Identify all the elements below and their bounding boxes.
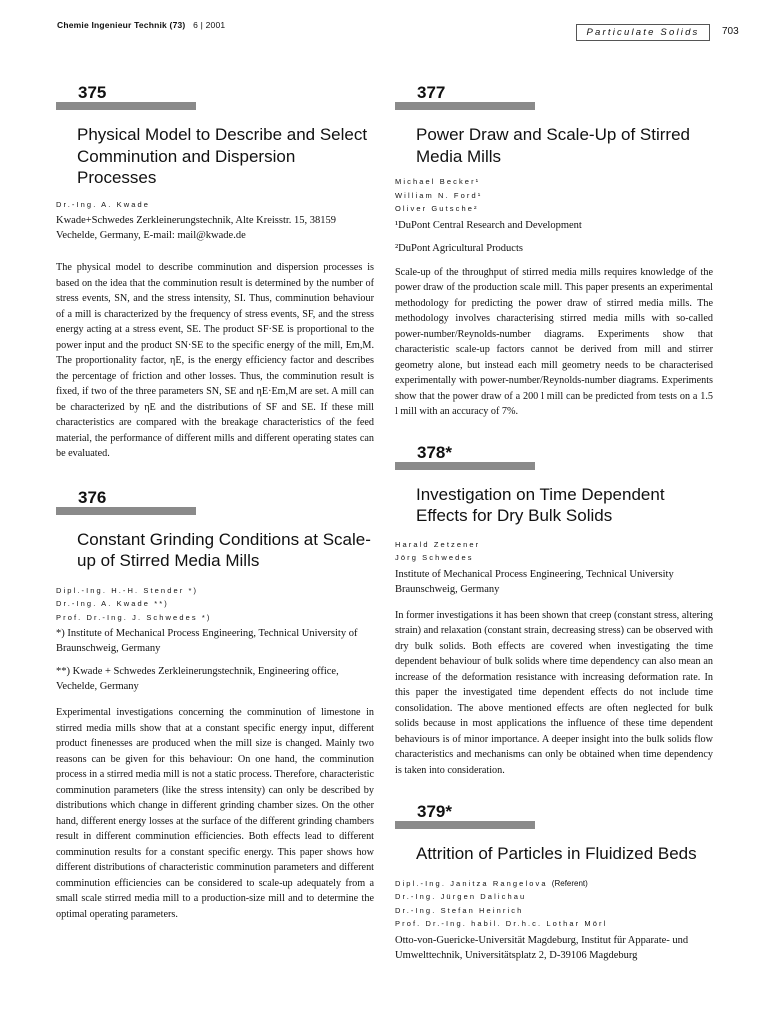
affiliation: Kwade+Schwedes Zerkleinerungstechnik, Alte Kreisstr. 15, 38159 Vechelde, Germany, E-mail: mail@kwade.de bbox=[56, 215, 337, 241]
author: Jörg Schwedes bbox=[395, 553, 474, 562]
author: Prof. Dr.-Ing. habil. Dr.h.c. Lothar Mörl bbox=[395, 919, 608, 928]
author: Michael Becker¹ bbox=[395, 177, 481, 186]
article-title: Constant Grinding Conditions at Scale-up of Stirred Media Mills bbox=[77, 529, 371, 570]
article-bar bbox=[395, 102, 535, 110]
article-378 bbox=[395, 444, 713, 779]
article-bar bbox=[56, 507, 196, 515]
article-number: 377 bbox=[417, 83, 446, 102]
article-number: 378* bbox=[417, 442, 452, 462]
author: Dr.-Ing. A. Kwade bbox=[56, 199, 151, 209]
section-label: Particulate Solids bbox=[576, 24, 710, 41]
article-bar bbox=[395, 462, 535, 470]
article-bar bbox=[395, 821, 535, 829]
abstract: In former investigations it has been shown that creep (constant stress, altering strain) and relaxation (constant strain, decreasing stress) can be observed with dry bulk solids. Both effects are covered when investigating the time dependent behaviour of bulk solids where time dependency can also mean an increase of the deformation resistance with increasing deformation rate. In this paper the investigated time dependent effects do not include time consolidation. The above mentioned effects are often neglected for bulk solids because in most applications the influence of these time dependent behaviours is of minor importance. A deeper insight into the bulk solids flow characteristics and mechanisms can only be obtained when time dependency is taken into consideration. bbox=[395, 609, 713, 776]
affiliation: ²DuPont Agricultural Products bbox=[395, 242, 523, 254]
journal-issue: 6 | 2001 bbox=[193, 20, 226, 30]
abstract: Experimental investigations concerning the comminution of limestone in stirred media mills show that at a constant specific energy input, different product finenesses are produced when the mill size is changed. Mainly two reasons can be given for this behaviour: On one hand, the comminution process in a stirred media mill is not a static process. Therefore, characteristic comminution parameters (like the stress intensity) can only be described by distributions which change in different grinding chamber sizes. On the other hand, different energy losses at the surface of the different grinding chambers result in different comminution efficiencies. Both effects lead to different comminution results for a constant specific energy. This paper shows how different distributions of characteristic comminution parameters and different comminution efficiencies can be considered to scale-up adequately from a small scale stirred media mill to a production-size mill and to determine the optimal operating parameters. bbox=[56, 707, 374, 920]
article-376 bbox=[56, 489, 374, 923]
author: Dr.-Ing. A. Kwade **) bbox=[56, 599, 169, 608]
author-list bbox=[395, 538, 713, 565]
author: William N. Ford¹ bbox=[395, 190, 483, 200]
referent-note: (Referent) bbox=[551, 878, 588, 888]
affiliation: Otto-von-Guericke-Universität Magdeburg, Institut für Apparate- und Umwelttechnik, Universitätsplatz 2, D-39106 Magdeburg bbox=[395, 934, 689, 961]
author-list bbox=[56, 198, 374, 212]
article-title: Attrition of Particles in Fluidized Beds bbox=[416, 844, 697, 863]
article-title: Physical Model to Describe and Select Comminution and Dispersion Processes bbox=[77, 125, 368, 187]
author-name: Dipl.-Ing. Janitza Rangelova bbox=[395, 878, 548, 888]
abstract: The physical model to describe comminution and dispersion processes is based on the idea that the comminution result is determined by the number of stress events, SN, and the stress intensity, SI. Thus, comminution behaviour of a mill is characterized by the frequency of stress events, SF, and the stress energy acting at a stress event, SE. The product SF·SE is proportional to the power input and the product SN·SE to the specific energy of the mill, Em,M. The proportionality factor, ηE, is the energy efficiency factor and describes the percentage of friction and other losses. Thus, the comminution result is fixed, if two of the three parameters SN, SE and ηE·Em,M are set. A mill can be characterized by ηE and the distributions of SF and SE. If these mill characteristics are compared with the breakage characteristics of the feed material, the performance of different mills and different operating states can be evaluated. bbox=[56, 262, 374, 459]
affiliation: *) Institute of Mechanical Process Engineering, Technical University of Braunschweig, Germany bbox=[56, 628, 358, 654]
abstract: Scale-up of the throughput of stirred media mills requires knowledge of the power draw of the production scale mill. This paper presents an experimental methodology for predicting the power draw of stirred media mills. The methodology involves characterising stirred media mills with so-called power-number/Reynolds-number diagrams. Experiments show that characteristic scale-up factors cannot be derived from mill and stirrer geometry alone, but instead each mill geometry needs to be characterised experimentally with power-number/Reynolds-number diagrams. Experiments show that the power draw of a 200 l mill can be predicted from tests on a 1.5 l mill with an accuracy of 7%. bbox=[395, 266, 713, 417]
article-title: Investigation on Time Dependent Effects for Dry Bulk Solids bbox=[416, 484, 665, 525]
author-list bbox=[395, 175, 713, 216]
article-375 bbox=[56, 84, 374, 462]
affiliation: **) Kwade + Schwedes Zerkleinerungstechnik, Engineering office, Vechelde, Germany bbox=[56, 666, 339, 692]
article-number: 376 bbox=[78, 487, 107, 507]
author: Prof. Dr.-Ing. J. Schwedes *) bbox=[56, 612, 212, 622]
author bbox=[395, 877, 713, 891]
page-number: 703 bbox=[722, 26, 739, 37]
author: Oliver Gutsche² bbox=[395, 204, 479, 213]
article-379 bbox=[395, 803, 713, 963]
article-377 bbox=[395, 84, 713, 420]
author-list bbox=[395, 877, 713, 931]
running-header bbox=[57, 20, 225, 30]
author: Dr.-Ing. Stefan Heinrich bbox=[395, 905, 524, 915]
author: Dr.-Ing. Jürgen Dalichau bbox=[395, 892, 527, 901]
author: Dipl.-Ing. H.-H. Stender *) bbox=[56, 585, 199, 595]
article-number: 375 bbox=[78, 83, 107, 102]
journal-name: Chemie Ingenieur Technik (73) bbox=[57, 20, 186, 30]
author: Harald Zetzener bbox=[395, 539, 481, 549]
right-column bbox=[395, 84, 713, 963]
affiliation: Institute of Mechanical Process Engineering, Technical University Braunschweig, Germany bbox=[395, 568, 674, 595]
affiliation: ¹DuPont Central Research and Development bbox=[395, 219, 582, 231]
article-bar bbox=[56, 102, 196, 110]
author-list bbox=[56, 584, 374, 625]
left-column bbox=[56, 84, 374, 922]
article-number: 379* bbox=[417, 802, 452, 821]
article-title: Power Draw and Scale-Up of Stirred Media Mills bbox=[416, 125, 691, 166]
